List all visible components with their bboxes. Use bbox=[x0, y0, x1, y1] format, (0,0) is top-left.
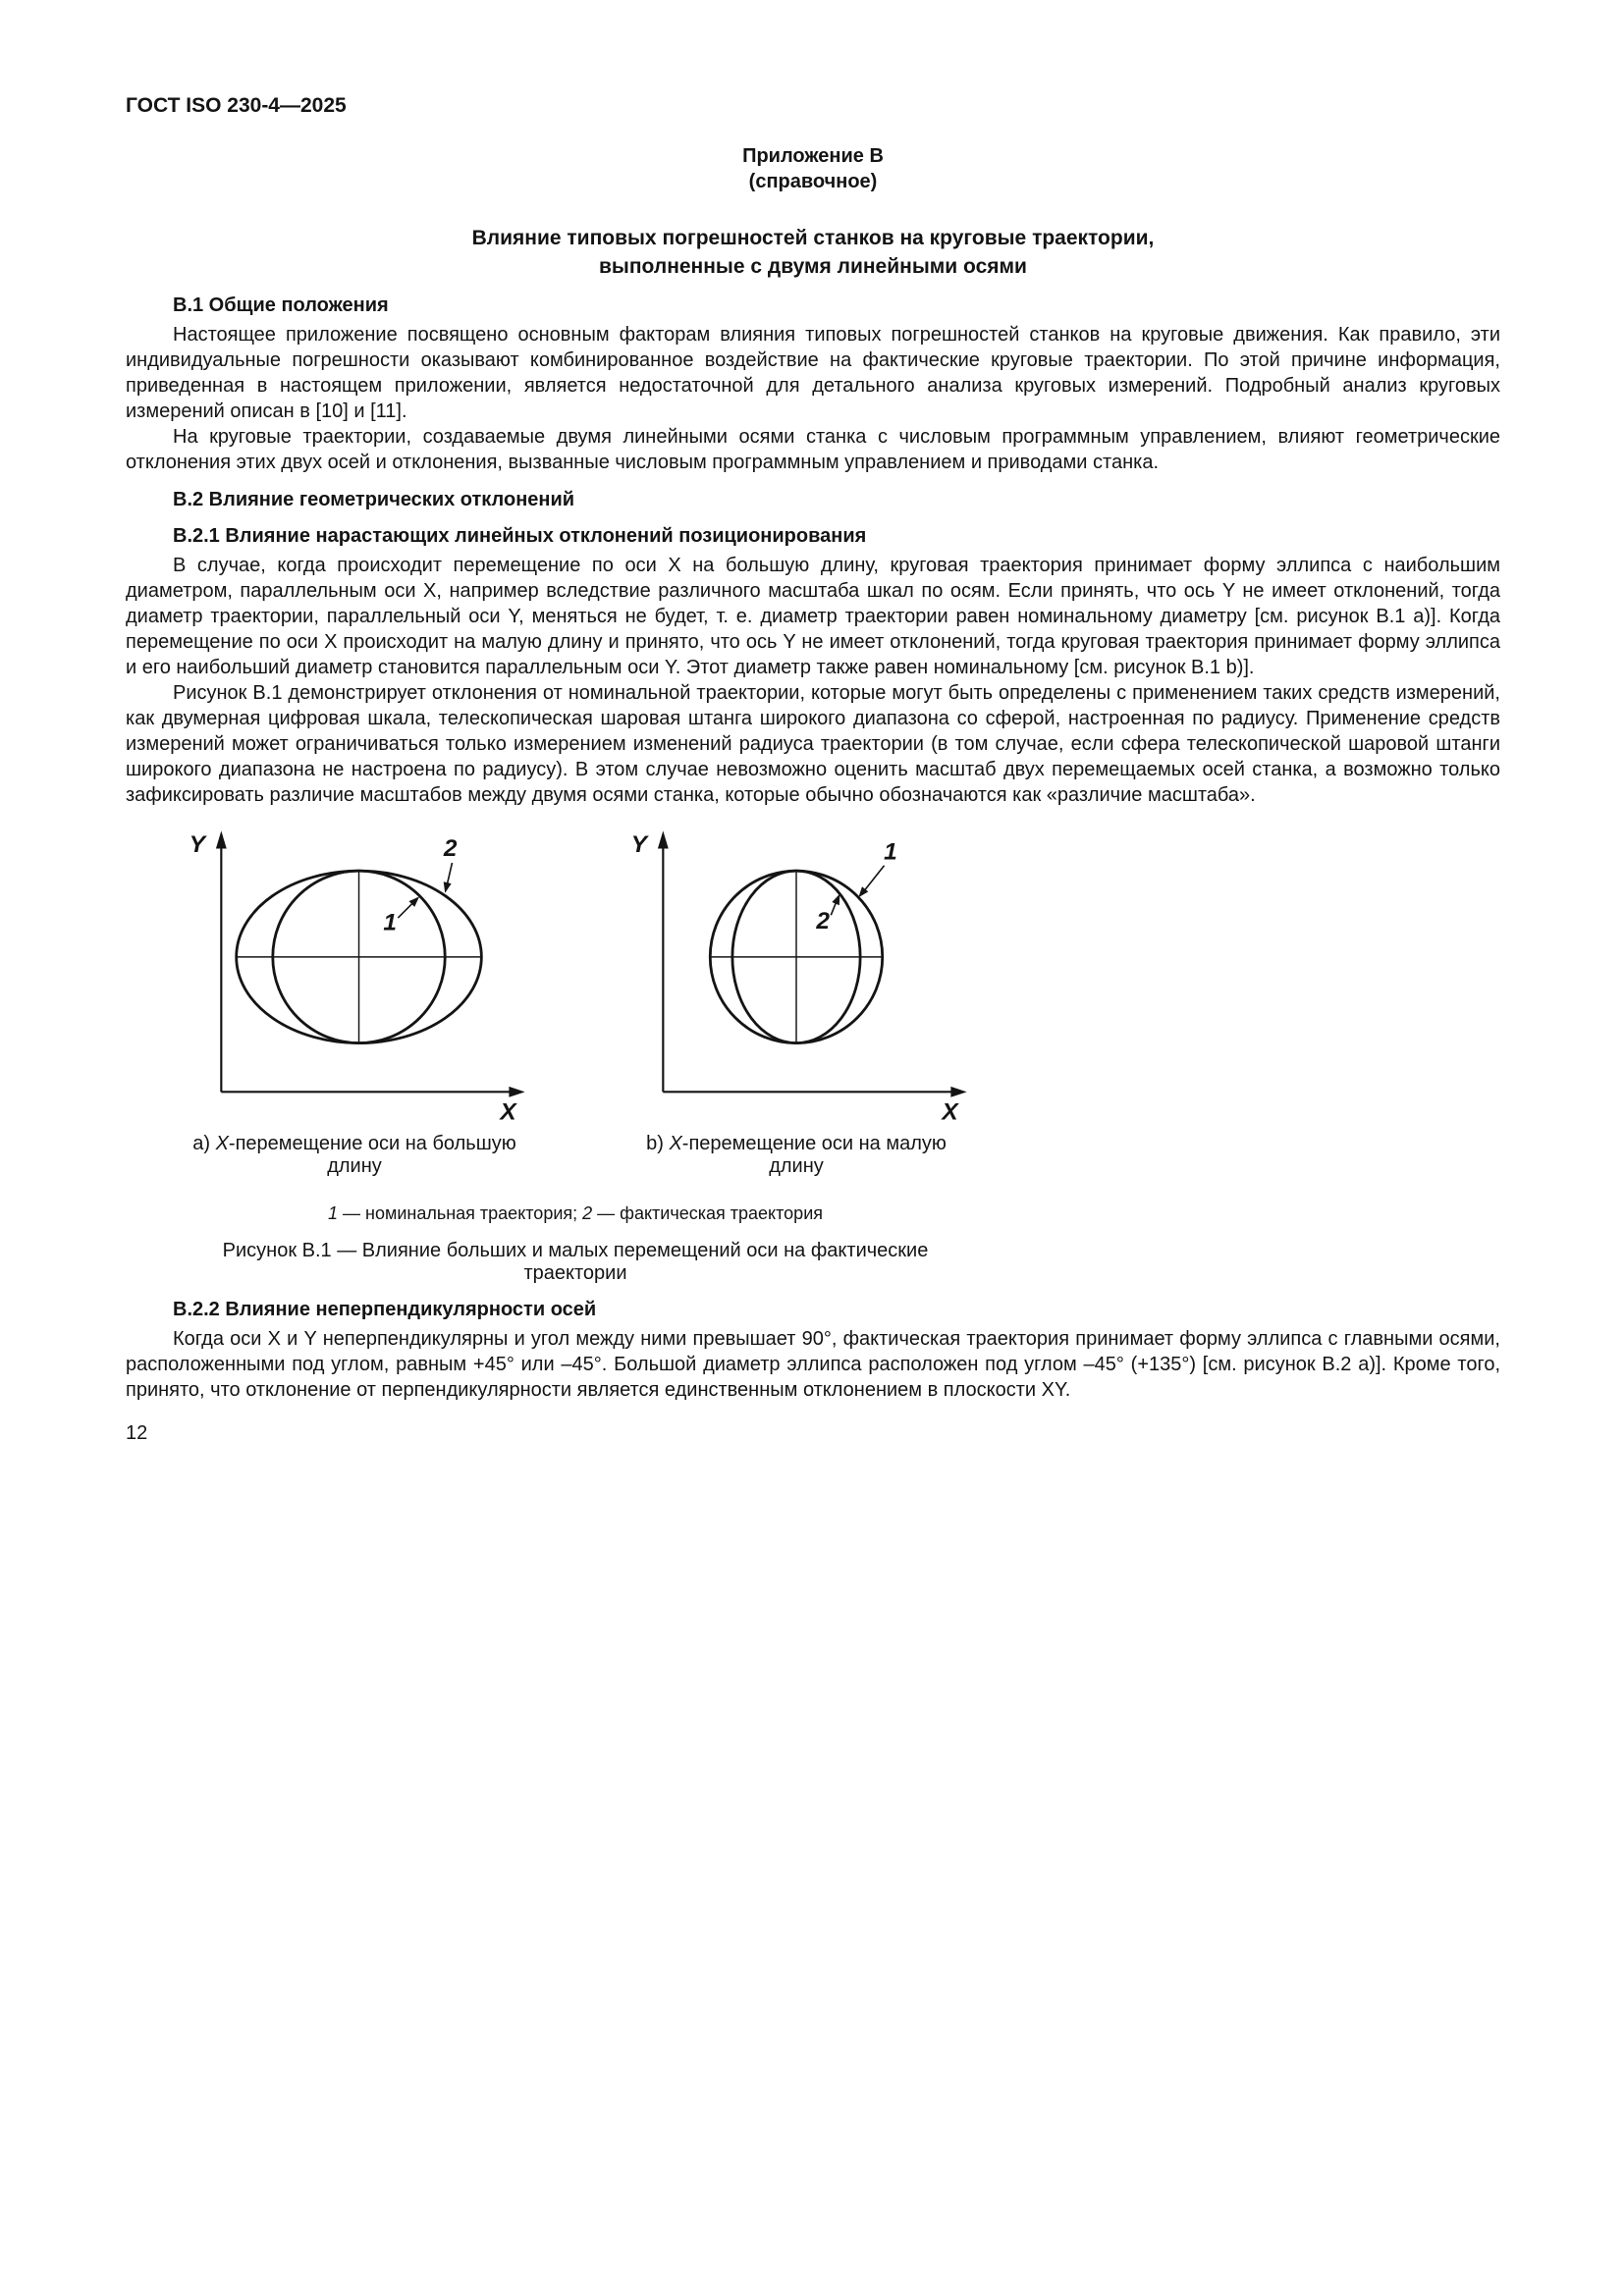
heading-b22: В.2.2 Влияние неперпендикулярности осей bbox=[173, 1299, 597, 1320]
curve-1-label: 1 bbox=[884, 838, 897, 866]
x-axis-label: X bbox=[942, 1098, 958, 1123]
figure-b1a-plot bbox=[177, 826, 532, 1123]
curve-1-label: 1 bbox=[383, 909, 397, 936]
caption-b-prefix: b) bbox=[646, 1133, 670, 1154]
legend-num-1: 1 bbox=[327, 1203, 338, 1223]
caption-a-axis-letter: X bbox=[215, 1133, 229, 1154]
annex-title-line2: выполненные с двумя линейными осями bbox=[599, 255, 1027, 278]
paragraph-b22-1: Когда оси X и Y неперпендикулярны и угол между ними превышает 90°, фактическая траектория принимает форму эллипса с главными осями, расположенными под углом, равным +45° или –45°. Большой диаметр эллипса расположен под углом –45° (+135°) [см. рисунок В.2 а)]. Кроме того, принято, что отклонение от перпендикулярности является единственным отклонением в плоскости XY. bbox=[126, 1328, 1500, 1401]
caption-a-prefix: a) bbox=[192, 1133, 216, 1154]
y-axis-arrow-icon bbox=[658, 830, 669, 848]
x-axis-arrow-icon bbox=[509, 1087, 524, 1097]
caption-b-axis-letter: X bbox=[669, 1133, 682, 1154]
legend-text-2: — фактическая траектория bbox=[592, 1203, 823, 1223]
curve-2-label: 2 bbox=[816, 907, 830, 934]
curve-2-label: 2 bbox=[443, 834, 458, 862]
page-number: 12 bbox=[126, 1422, 148, 1444]
caption-a-text: -перемещение оси на большую длину bbox=[228, 1133, 516, 1177]
figure-b1-title: Рисунок В.1 — Влияние больших и малых перемещений оси на фактические траектории bbox=[222, 1240, 929, 1284]
heading-b1: В.1 Общие положения bbox=[173, 294, 389, 316]
figure-b1-legend bbox=[177, 1203, 974, 1224]
paragraph-b21-2: Рисунок В.1 демонстрирует отклонения от номинальной траектории, которые могут быть определены с применением таких средств измерений, как двумерная цифровая шкала, телескопическая шаровая штанга широкого диапазона со сферой, настроенная по радиусу. Применение средств измерений может ограничиваться только измерением изменений радиуса траектории (в том случае, если сфера телескопической шаровой штанги широкого диапазона не настроена по радиусу). В этом случае невозможно оценить масштаб двух перемещаемых осей станка, а возможно только зафиксировать различие масштабов между двумя осями станка, которые обычно обозначаются как «различие масштаба». bbox=[126, 682, 1500, 806]
annex-label: Приложение В bbox=[742, 145, 884, 167]
annex-title bbox=[126, 224, 1500, 281]
leader-arrow-2-icon bbox=[441, 881, 451, 893]
x-axis-arrow-icon bbox=[950, 1087, 966, 1097]
y-axis-label: Y bbox=[189, 831, 206, 859]
document-code: ГОСТ ISO 230-4—2025 bbox=[126, 94, 347, 117]
figure-b1b-caption bbox=[619, 1133, 974, 1178]
annex-title-line1: Влияние типовых погрешностей станков на круговые траектории, bbox=[471, 227, 1155, 249]
figure-b1a-caption bbox=[177, 1133, 532, 1178]
figure-b1-plots-row bbox=[177, 826, 974, 1178]
y-axis-label: Y bbox=[630, 831, 648, 859]
heading-b2: В.2 Влияние геометрических отклонений bbox=[173, 489, 575, 510]
paragraph-b1-2: На круговые траектории, создаваемые двумя линейными осями станка с числовым программным управлением, влияют геометрические отклонения этих двух осей и отклонения, вызванные числовым программным управлением и приводами станка. bbox=[126, 426, 1500, 473]
paragraph-b21-1: В случае, когда происходит перемещение по оси X на большую длину, круговая траектория принимает форму эллипса с наибольшим диаметром, параллельным оси X, например вследствие различного масштаба шкал по осям. Если принять, что ось Y не имеет отклонений, тогда диаметр траектории, параллельный оси Y, меняться не будет, т. е. диаметр траектории равен номинальному диаметру [см. рисунок В.1 а)]. Когда перемещение по оси X происходит на малую длину и принято, что ось Y не имеет отклонений, тогда круговая траектория принимает форму эллипса и его наибольший диаметр становится параллельным оси Y. Этот диаметр также равен номинальному [см. рисунок В.1 b)]. bbox=[126, 555, 1500, 678]
figure-b1 bbox=[177, 826, 974, 1285]
legend-num-2: 2 bbox=[582, 1203, 593, 1223]
y-axis-arrow-icon bbox=[216, 830, 227, 848]
figure-b1b bbox=[619, 826, 974, 1178]
figure-b1b-plot bbox=[619, 826, 974, 1123]
heading-b21: В.2.1 Влияние нарастающих линейных отклонений позиционирования bbox=[173, 525, 867, 547]
annex-type: (справочное) bbox=[748, 171, 878, 192]
legend-text-1: — номинальная траектория; bbox=[338, 1203, 583, 1223]
paragraph-b1-1: Настоящее приложение посвящено основным факторам влияния типовых погрешностей станков на круговые движения. Как правило, эти индивидуальные погрешности оказывают комбинированное воздействие на фактические круговые траектории. По этой причине информация, приведенная в настоящем приложении, является недостаточной для детального анализа круговых измерений. Подробный анализ круговых измерений описан в [10] и [11]. bbox=[126, 324, 1500, 422]
figure-b1a bbox=[177, 826, 532, 1178]
x-axis-label: X bbox=[500, 1098, 516, 1123]
caption-b-text: -перемещение оси на малую длину bbox=[681, 1133, 947, 1177]
